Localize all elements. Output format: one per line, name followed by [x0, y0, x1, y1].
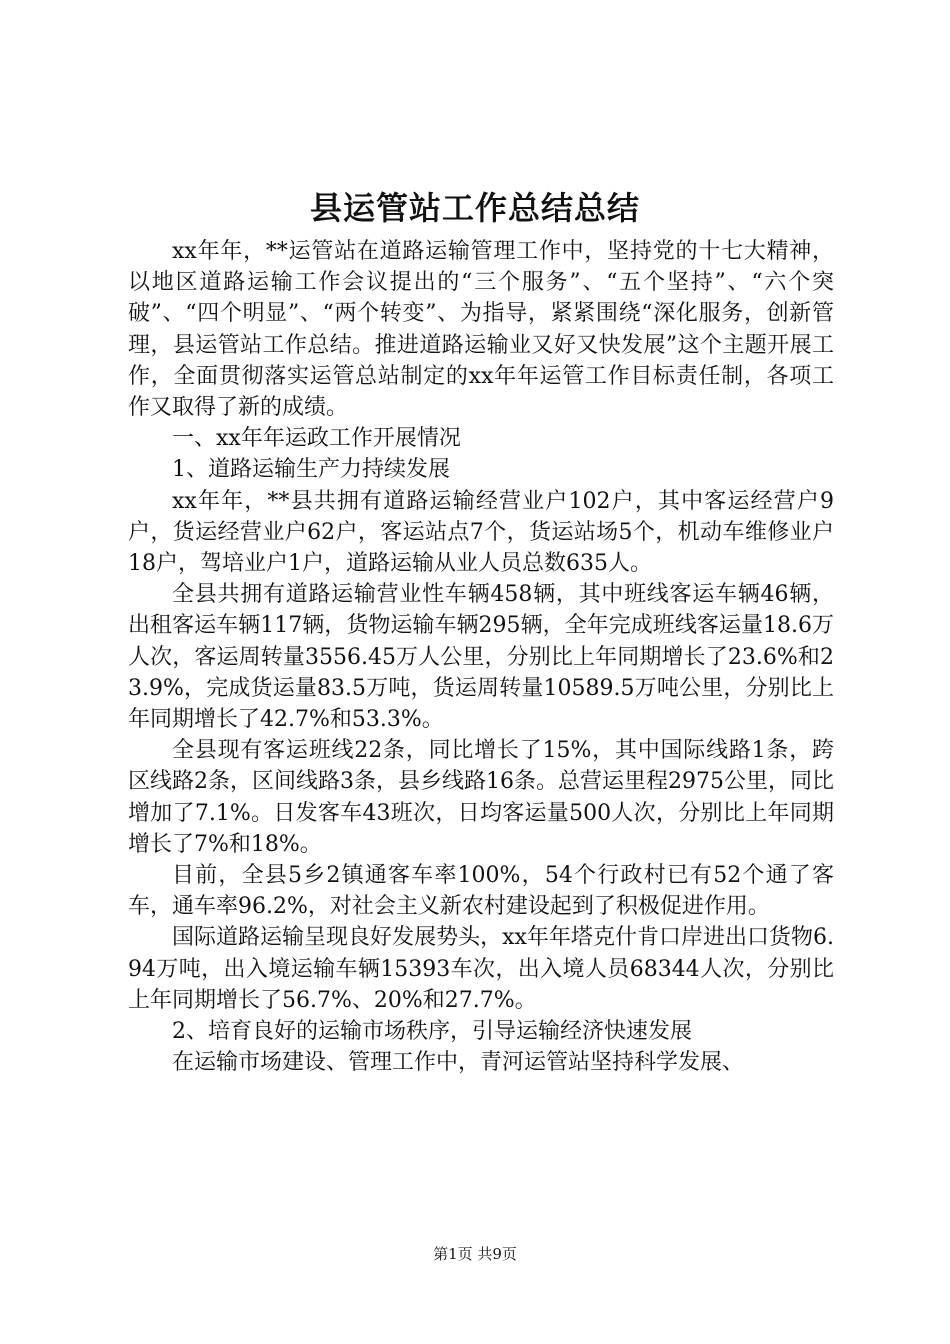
paragraph-market: 在运输市场建设、管理工作中，青河运管站坚持科学发展、: [172, 1050, 745, 1076]
subsection-heading-2: 2、培育良好的运输市场秩序，引导运输经济快速发展: [172, 1019, 692, 1045]
paragraph-international: 国际道路运输呈现良好发展势头，xx年年塔克什肯口岸进出口货物6.94万吨，出入境运输车辆15393车次，出入境人员68344人次，分别比上年同期增长了56.7%、20%和27.7%。: [128, 925, 834, 1013]
paragraph-routes: 全县现有客运班线22条，同比增长了15%，其中国际线路1条，跨区线路2条，区间线路3条，县乡线路16条。总营运里程2975公里，同比增加了7.1%。日发客车43班次，日均客运量500人次，分别比上年同期增长了7%和18%。: [128, 738, 834, 857]
paragraph-coverage: 目前，全县5乡2镇通客车率100%，54个行政村已有52个通了客车，通车率96.2%，对社会主义新农村建设起到了积极促进作用。: [128, 863, 834, 920]
paragraph-operators: xx年年，**县共拥有道路运输经营业户102户，其中客运经营户9户，货运经营业户62户，客运站点7个，货运站场5个，机动车维修业户18户，驾培业户1户，道路运输从业人员总数635人。: [128, 488, 834, 577]
document-title: 县运管站工作总结总结: [309, 189, 640, 227]
section-heading-1: 一、xx年年运政工作开展情况: [172, 426, 461, 452]
page-footer: 第1页 共9页: [433, 1245, 517, 1263]
subsection-heading-1: 1、道路运输生产力持续发展: [172, 457, 450, 483]
document-body: [128, 236, 834, 1078]
paragraph-intro: xx年年，**运管站在道路运输管理工作中，坚持党的十七大精神，以地区道路运输工作会议提出的“三个服务”、“五个坚持”、“六个突破”、“四个明显”、“两个转变”、为指导，紧紧围绕“深化服务，创新管理，县运管站工作总结。推进道路运输业又好又快发展”这个主题开展工作，全面贯彻落实运管总站制定的xx年年运管工作目标责任制，各项工作又取得了新的成绩。: [128, 239, 834, 421]
paragraph-vehicles: 全县共拥有道路运输营业性车辆458辆，其中班线客运车辆46辆，出租客运车辆117辆，货物运输车辆295辆，全年完成班线客运量18.6万人次，客运周转量3556.45万人公里，分别比上年同期增长了23.6%和23.9%，完成货运量83.5万吨，货运周转量10589.5万吨公里，分别比上年同期增长了42.7%和53.3%。: [128, 582, 834, 733]
